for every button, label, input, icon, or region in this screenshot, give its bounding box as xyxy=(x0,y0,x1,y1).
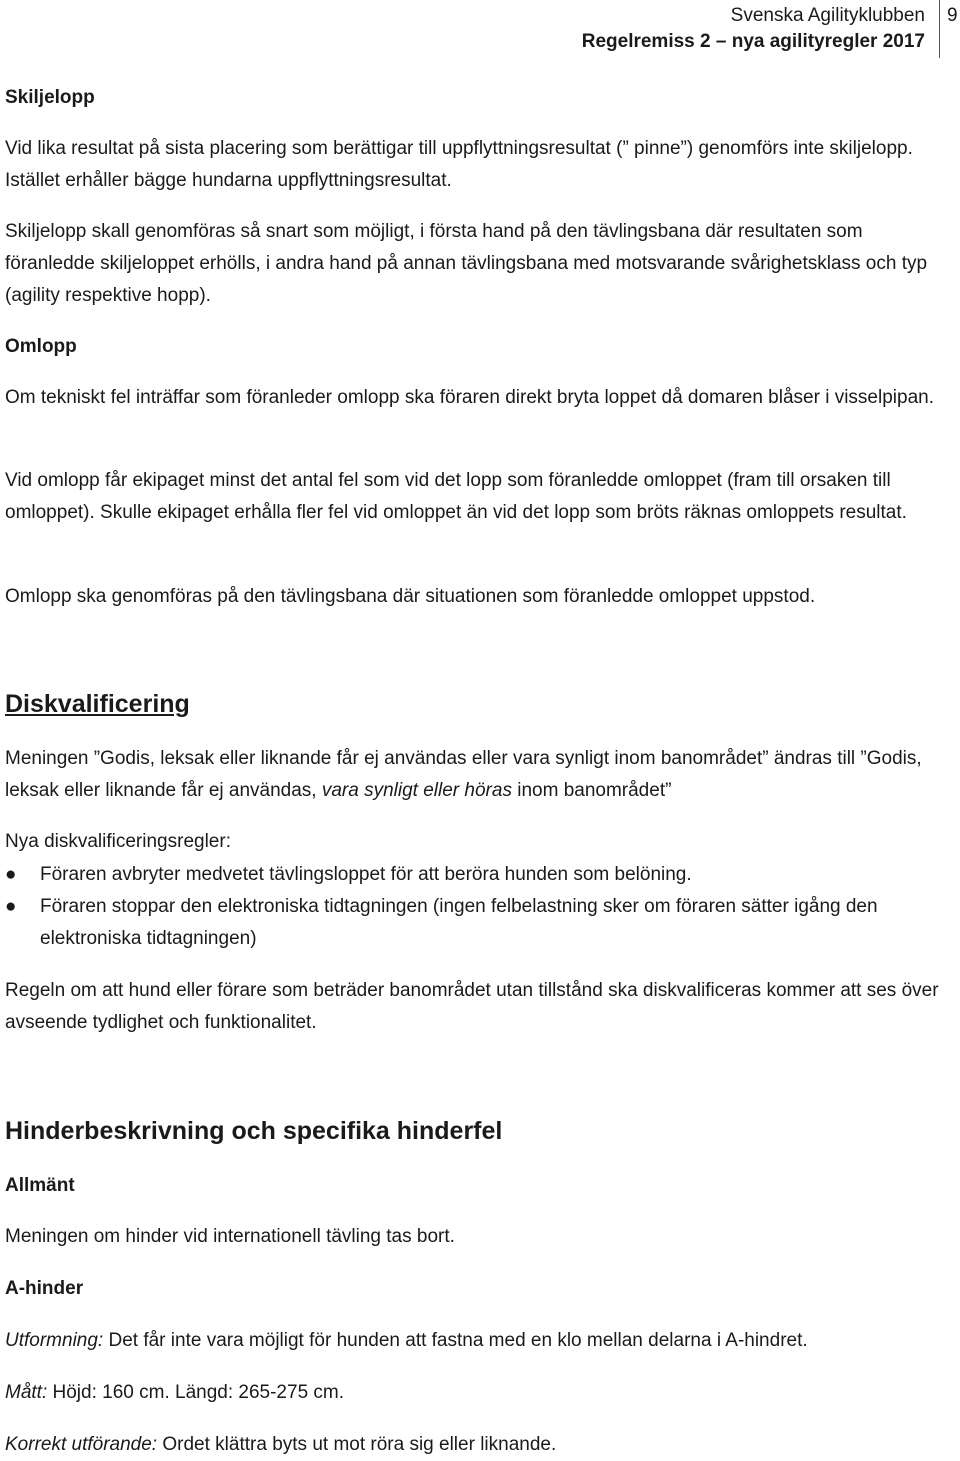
list-item xyxy=(5,891,950,955)
diskvalificering-paragraph-1 xyxy=(5,743,950,807)
section-heading-omlopp: Omlopp xyxy=(5,336,77,357)
subheading-allmant: Allmänt xyxy=(5,1175,75,1196)
disqualification-rules-list xyxy=(5,859,950,955)
korrekt-line xyxy=(5,1429,950,1461)
document-title: Regelremiss 2 – nya agilityregler 2017 xyxy=(581,31,925,52)
omlopp-paragraph-2: Vid omlopp får ekipaget minst det antal fel som vid det lopp som föranledde omloppet (fram till orsaken till omloppet). Skulle ekipaget erhålla fler fel vid omloppet än vid det lopp som bröts räknas omloppets resultat. xyxy=(5,470,907,523)
bullet-icon: ● xyxy=(5,864,17,885)
page-number: 9 xyxy=(947,5,958,26)
utformning-label: Utformning: xyxy=(5,1330,104,1351)
omlopp-paragraph-3: Omlopp ska genomföras på den tävlingsbana där situationen som föranledde omloppet uppstod. xyxy=(5,586,816,607)
diskvalificering-text-start: Meningen ”Godis, leksak eller liknande får ej användas eller vara synligt inom banområdet” ändras till ”Godis, leksak eller liknande får ej användas, xyxy=(5,748,922,801)
diskvalificering-text-end: inom banområdet” xyxy=(511,780,672,801)
organization-name: Svenska Agilityklubben xyxy=(730,5,925,26)
matt-label: Mått: xyxy=(5,1382,48,1403)
bullet-icon: ● xyxy=(5,896,17,917)
skiljelopp-paragraph-1: Vid lika resultat på sista placering som berättigar till uppflyttningsresultat (” pinne”) genomförs inte skiljelopp. Istället erhåller bägge hundarna uppflyttningsresultat. xyxy=(5,138,913,191)
diskvalificering-text-italic: vara synligt eller höras xyxy=(321,780,512,801)
korrekt-label: Korrekt utförande: xyxy=(5,1434,158,1455)
section-heading-skiljelopp: Skiljelopp xyxy=(5,87,95,108)
skiljelopp-paragraph-2: Skiljelopp skall genomföras så snart som möjligt, i första hand på den tävlingsbana där resultaten som föranledde skiljeloppet erhölls, i andra hand på annan tävlingsbana med motsvarande svårighetsklass och typ (agility respektive hopp). xyxy=(5,221,928,306)
matt-line xyxy=(5,1377,950,1409)
allmant-paragraph: Meningen om hinder vid internationell tävling tas bort. xyxy=(5,1226,455,1247)
korrekt-text: Ordet klättra byts ut mot röra sig eller liknande. xyxy=(157,1434,557,1455)
section-heading-diskvalificering: Diskvalificering xyxy=(5,690,190,718)
diskvalificering-paragraph-2: Regeln om att hund eller förare som beträder banområdet utan tillstånd ska diskvalificeras kommer att ses över avseende tydlighet och funktionalitet. xyxy=(5,980,939,1033)
rules-intro: Nya diskvalificeringsregler: xyxy=(5,831,231,852)
utformning-line xyxy=(5,1325,950,1357)
page-header xyxy=(582,4,925,55)
utformning-text: Det får inte vara möjligt för hunden att fastna med en klo mellan delarna i A-hindret. xyxy=(103,1330,808,1351)
list-item xyxy=(5,859,950,891)
omlopp-paragraph-1: Om tekniskt fel inträffar som föranleder omlopp ska föraren direkt bryta loppet då domaren blåser i visselpipan. xyxy=(5,387,934,408)
header-divider xyxy=(939,0,940,58)
section-heading-hinder: Hinderbeskrivning och specifika hinderfel xyxy=(5,1117,503,1145)
rule-text: Föraren stoppar den elektroniska tidtagningen (ingen felbelastning sker om föraren sätter igång den elektroniska tidtagningen) xyxy=(40,896,878,949)
matt-text: Höjd: 160 cm. Längd: 265-275 cm. xyxy=(47,1382,345,1403)
rule-text: Föraren avbryter medvetet tävlingsloppet för att beröra hunden som belöning. xyxy=(40,864,692,885)
subheading-a-hinder: A-hinder xyxy=(5,1278,84,1299)
